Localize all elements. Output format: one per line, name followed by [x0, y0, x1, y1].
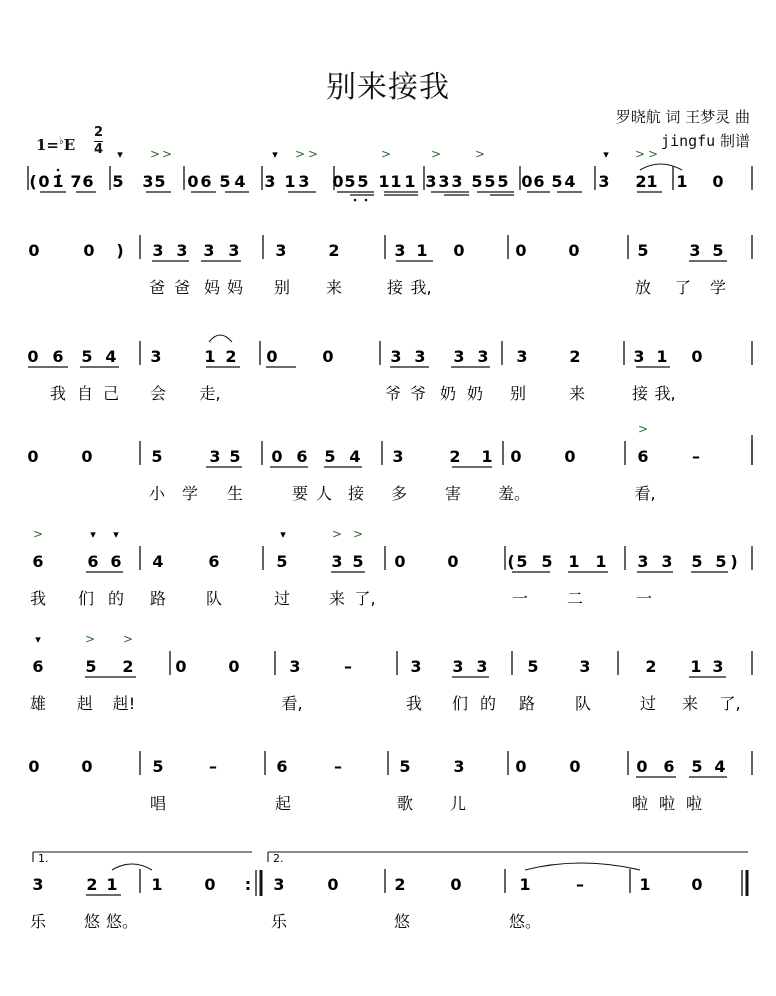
- lyric: 过: [639, 694, 657, 713]
- note: 3: [273, 875, 285, 894]
- note: 1: [519, 875, 531, 894]
- lyric: 小: [148, 484, 166, 503]
- note: 0: [691, 875, 703, 894]
- key-note: E: [63, 136, 76, 154]
- lyric: 了,: [719, 694, 741, 713]
- note: 2: [645, 657, 657, 676]
- note: 0: [83, 241, 95, 260]
- lyric: 二: [566, 589, 584, 608]
- note: 3: [712, 657, 724, 676]
- note: 0: [712, 172, 724, 191]
- note: 6: [32, 552, 44, 571]
- lyric: 儿: [449, 794, 467, 813]
- note: 6: [208, 552, 220, 571]
- note: 6: [663, 757, 675, 776]
- accent-mark: >: [294, 147, 306, 161]
- note: 1: [390, 172, 402, 191]
- note: 5: [691, 757, 703, 776]
- lyric: 唱: [149, 794, 167, 813]
- note: :: [244, 875, 252, 894]
- note: 1: [404, 172, 416, 191]
- note: 3: [414, 347, 426, 366]
- note: 5: [154, 172, 166, 191]
- note: 0: [271, 447, 283, 466]
- note: –: [576, 875, 584, 894]
- arranger-name: jingfu: [661, 132, 716, 150]
- note: 0: [447, 552, 459, 571]
- accent-mark: >: [307, 147, 319, 161]
- lyric: 放: [634, 278, 652, 297]
- note: 5: [229, 447, 241, 466]
- note: 3: [637, 552, 649, 571]
- staccato-mark: ▾: [90, 528, 96, 541]
- note: 5: [324, 447, 336, 466]
- note: 3: [203, 241, 215, 260]
- lyric: 啦: [631, 794, 649, 813]
- note: 0: [515, 241, 527, 260]
- note: 3: [438, 172, 450, 191]
- note: 1: [676, 172, 688, 191]
- lyric: 悠: [393, 912, 411, 931]
- lyric: 爸: [173, 278, 191, 297]
- note: 3: [32, 875, 44, 894]
- note: 0: [450, 875, 462, 894]
- lyric: 走,: [199, 384, 221, 403]
- note: 1: [204, 347, 216, 366]
- note: 6: [200, 172, 212, 191]
- lyric: 我: [49, 384, 67, 403]
- note: 3: [275, 241, 287, 260]
- note: 0: [636, 757, 648, 776]
- lyric: 我,: [410, 278, 432, 297]
- note: 0: [228, 657, 240, 676]
- lyric: 爷: [384, 384, 402, 403]
- note: 5: [715, 552, 727, 571]
- note: 2: [449, 447, 461, 466]
- note: 1: [106, 875, 118, 894]
- note: 5: [352, 552, 364, 571]
- note: 5: [151, 447, 163, 466]
- note: 6: [110, 552, 122, 571]
- note: –: [209, 757, 217, 776]
- accent-mark: >: [352, 527, 364, 541]
- lyric: 接: [631, 384, 649, 403]
- lyric: 啦: [685, 794, 703, 813]
- time-bottom: 4: [94, 142, 104, 157]
- volta-label: 1.: [38, 852, 49, 865]
- lyric: 妈: [226, 278, 244, 297]
- note: 0: [564, 447, 576, 466]
- note: 5: [497, 172, 509, 191]
- note: 3: [661, 552, 673, 571]
- lyric: 接: [347, 484, 365, 503]
- tie: [209, 335, 232, 342]
- note: 5: [344, 172, 356, 191]
- note: 6: [32, 657, 44, 676]
- lyric: 路: [518, 694, 536, 713]
- accent-mark: >: [634, 147, 646, 161]
- note: 4: [714, 757, 726, 776]
- lyric: 悠。: [105, 912, 139, 931]
- note: 3: [390, 347, 402, 366]
- lyric: 生: [226, 484, 244, 503]
- note: 4: [349, 447, 361, 466]
- note: 3: [228, 241, 240, 260]
- accent-mark: >: [149, 147, 161, 161]
- score-title: 别来接我: [326, 70, 450, 105]
- lyric: 来: [568, 384, 586, 403]
- note: 2: [122, 657, 134, 676]
- note: 5: [357, 172, 369, 191]
- note: 0: [394, 552, 406, 571]
- note: 1: [151, 875, 163, 894]
- accent-mark: >: [430, 147, 442, 161]
- note: 1̇: [52, 172, 64, 191]
- note: 3: [264, 172, 276, 191]
- note: 5: [85, 657, 97, 676]
- lyric: 路: [149, 589, 167, 608]
- lyric: 学: [181, 484, 199, 503]
- lyric: 看,: [281, 694, 303, 713]
- lyric: 妈: [203, 278, 221, 297]
- note: 7: [70, 172, 82, 191]
- lyric: 学: [709, 278, 727, 297]
- note: 0: [175, 657, 187, 676]
- tie: [112, 864, 152, 870]
- note: 5: [152, 757, 164, 776]
- note: 6: [637, 447, 649, 466]
- accent-mark: >: [637, 422, 649, 436]
- lyric: 的: [107, 589, 125, 608]
- note: 0: [515, 757, 527, 776]
- note: 0: [266, 347, 278, 366]
- lyric: 己: [102, 384, 120, 403]
- lyric: 一: [511, 589, 529, 608]
- note: 3: [142, 172, 154, 191]
- staccato-mark: ▾: [603, 148, 609, 161]
- note: 0: [322, 347, 334, 366]
- lyric: 了: [674, 278, 692, 297]
- note: 5: [637, 241, 649, 260]
- note: 1: [378, 172, 390, 191]
- note: 4: [105, 347, 117, 366]
- note: 3: [689, 241, 701, 260]
- note: 0: [332, 172, 344, 191]
- staccato-mark: ▾: [280, 528, 286, 541]
- note: 3: [633, 347, 645, 366]
- lyric: 过: [273, 589, 291, 608]
- lyric: 别: [509, 384, 527, 403]
- lyric: 来: [681, 694, 699, 713]
- note: 5: [219, 172, 231, 191]
- note: 1: [284, 172, 296, 191]
- note: 2: [86, 875, 98, 894]
- lyric: 别: [273, 278, 291, 297]
- note: –: [344, 657, 352, 676]
- low-octave-dot: [354, 199, 357, 202]
- arranger-suffix: 制谱: [715, 132, 750, 150]
- lyric: 我: [29, 589, 47, 608]
- note: 3: [331, 552, 343, 571]
- lyric: 会: [149, 384, 167, 403]
- note: 3: [176, 241, 188, 260]
- lyric: 队: [205, 589, 223, 608]
- note: 1: [639, 875, 651, 894]
- note: 3: [209, 447, 221, 466]
- note: –: [334, 757, 342, 776]
- high-octave-dot: [57, 169, 60, 172]
- lyric: 队: [574, 694, 592, 713]
- note: 2: [394, 875, 406, 894]
- note: 3: [453, 347, 465, 366]
- lyric: 乐: [270, 912, 288, 931]
- note: 5: [551, 172, 563, 191]
- lyric: 悠。: [508, 912, 542, 931]
- staccato-mark: ▾: [117, 148, 123, 161]
- note: 3: [410, 657, 422, 676]
- note: 5: [712, 241, 724, 260]
- volta-label: 2.: [273, 852, 284, 865]
- note: –: [692, 447, 700, 466]
- note: 3: [477, 347, 489, 366]
- note: 5: [399, 757, 411, 776]
- lyric: 奶: [466, 384, 484, 403]
- lyric: 们: [451, 694, 469, 713]
- note: 3: [579, 657, 591, 676]
- staccato-mark: ▾: [113, 528, 119, 541]
- staccato-mark: ▾: [272, 148, 278, 161]
- note: 3: [453, 757, 465, 776]
- note: 4: [564, 172, 576, 191]
- note: 0: [691, 347, 703, 366]
- note: 3: [476, 657, 488, 676]
- accent-mark: >: [32, 527, 44, 541]
- lyric: 起: [274, 794, 292, 813]
- note: 3: [425, 172, 437, 191]
- note: 0: [453, 241, 465, 260]
- note: 3: [516, 347, 528, 366]
- accent-mark: >: [380, 147, 392, 161]
- lyric: 了,: [354, 589, 376, 608]
- lyric: 啦: [658, 794, 676, 813]
- note: 1: [568, 552, 580, 571]
- note: 0: [204, 875, 216, 894]
- note: 0: [327, 875, 339, 894]
- note: 0: [510, 447, 522, 466]
- accent-mark: >: [122, 632, 134, 646]
- lyric: 多: [390, 484, 408, 503]
- note: 0: [27, 447, 39, 466]
- note: 6: [82, 172, 94, 191]
- note: 3: [394, 241, 406, 260]
- credits: 罗晓航 词 王梦灵 曲: [615, 108, 750, 126]
- note: 3: [152, 241, 164, 260]
- lyric: 们: [77, 589, 95, 608]
- lyric: 雄: [29, 694, 47, 713]
- note: 5: [541, 552, 553, 571]
- lyric: 的: [479, 694, 497, 713]
- note: 6: [296, 447, 308, 466]
- lyric: 一: [635, 589, 653, 608]
- note: 6: [533, 172, 545, 191]
- note: 5: [81, 347, 93, 366]
- accent-mark: >: [474, 147, 486, 161]
- note: 4: [234, 172, 246, 191]
- note: 2: [225, 347, 237, 366]
- note: 5: [276, 552, 288, 571]
- lyric: 来: [328, 589, 346, 608]
- note: 4: [152, 552, 164, 571]
- note: 0: [27, 347, 39, 366]
- note: 0: [568, 241, 580, 260]
- accent-mark: >: [161, 147, 173, 161]
- tie: [640, 164, 682, 170]
- lyric: 我: [405, 694, 423, 713]
- note: (: [507, 552, 515, 571]
- note: 1: [595, 552, 607, 571]
- staccato-mark: ▾: [35, 633, 41, 646]
- note: 5: [516, 552, 528, 571]
- note: 0: [81, 757, 93, 776]
- lyric: 奶: [439, 384, 457, 403]
- note: 3: [451, 172, 463, 191]
- accent-mark: >: [647, 147, 659, 161]
- note: 6: [52, 347, 64, 366]
- note: 2: [635, 172, 647, 191]
- lyric: 来: [325, 278, 343, 297]
- lyric: 接: [386, 278, 404, 297]
- lyric: 赳!: [112, 694, 136, 713]
- note: 0: [569, 757, 581, 776]
- note: 6: [87, 552, 99, 571]
- note: 6: [276, 757, 288, 776]
- lyric: 悠: [83, 912, 101, 931]
- accent-mark: >: [331, 527, 343, 541]
- lyric: 我,: [654, 384, 676, 403]
- lyric: 爷: [409, 384, 427, 403]
- lyric: 看,: [634, 484, 656, 503]
- note: 2: [569, 347, 581, 366]
- note: 0: [38, 172, 50, 191]
- note: 3: [392, 447, 404, 466]
- note: 3: [150, 347, 162, 366]
- lyric: 人: [315, 484, 333, 503]
- note: 1: [690, 657, 702, 676]
- note: 0: [187, 172, 199, 191]
- note: 1: [481, 447, 493, 466]
- note: 5: [527, 657, 539, 676]
- lyric: 害: [444, 484, 462, 503]
- note: 5: [691, 552, 703, 571]
- lyric: 自: [76, 384, 94, 403]
- lyric: 羞。: [497, 484, 531, 503]
- note: 5: [471, 172, 483, 191]
- accent-mark: >: [84, 632, 96, 646]
- note: 5: [484, 172, 496, 191]
- lyric: 要: [291, 484, 309, 503]
- lyric: 爸: [148, 278, 166, 297]
- note: 1: [656, 347, 668, 366]
- note: 2: [328, 241, 340, 260]
- low-octave-dot: [365, 199, 368, 202]
- flat-sign: ♭: [59, 136, 64, 147]
- note: ): [730, 552, 738, 571]
- note: 1: [416, 241, 428, 260]
- note: 0: [28, 241, 40, 260]
- note: 1: [646, 172, 658, 191]
- note: 0: [28, 757, 40, 776]
- note: 5: [112, 172, 124, 191]
- note: 3: [598, 172, 610, 191]
- note: ): [116, 241, 124, 260]
- note: 3: [452, 657, 464, 676]
- note: 0: [81, 447, 93, 466]
- note: (: [29, 172, 37, 191]
- tie: [525, 863, 640, 870]
- time-top: 2: [94, 125, 104, 140]
- key-prefix: 1=: [36, 136, 60, 154]
- note: 3: [289, 657, 301, 676]
- note: 0: [521, 172, 533, 191]
- lyric: 赳: [76, 694, 94, 713]
- lyric: 歌: [396, 794, 414, 813]
- note: 3: [298, 172, 310, 191]
- lyric: 乐: [29, 912, 47, 931]
